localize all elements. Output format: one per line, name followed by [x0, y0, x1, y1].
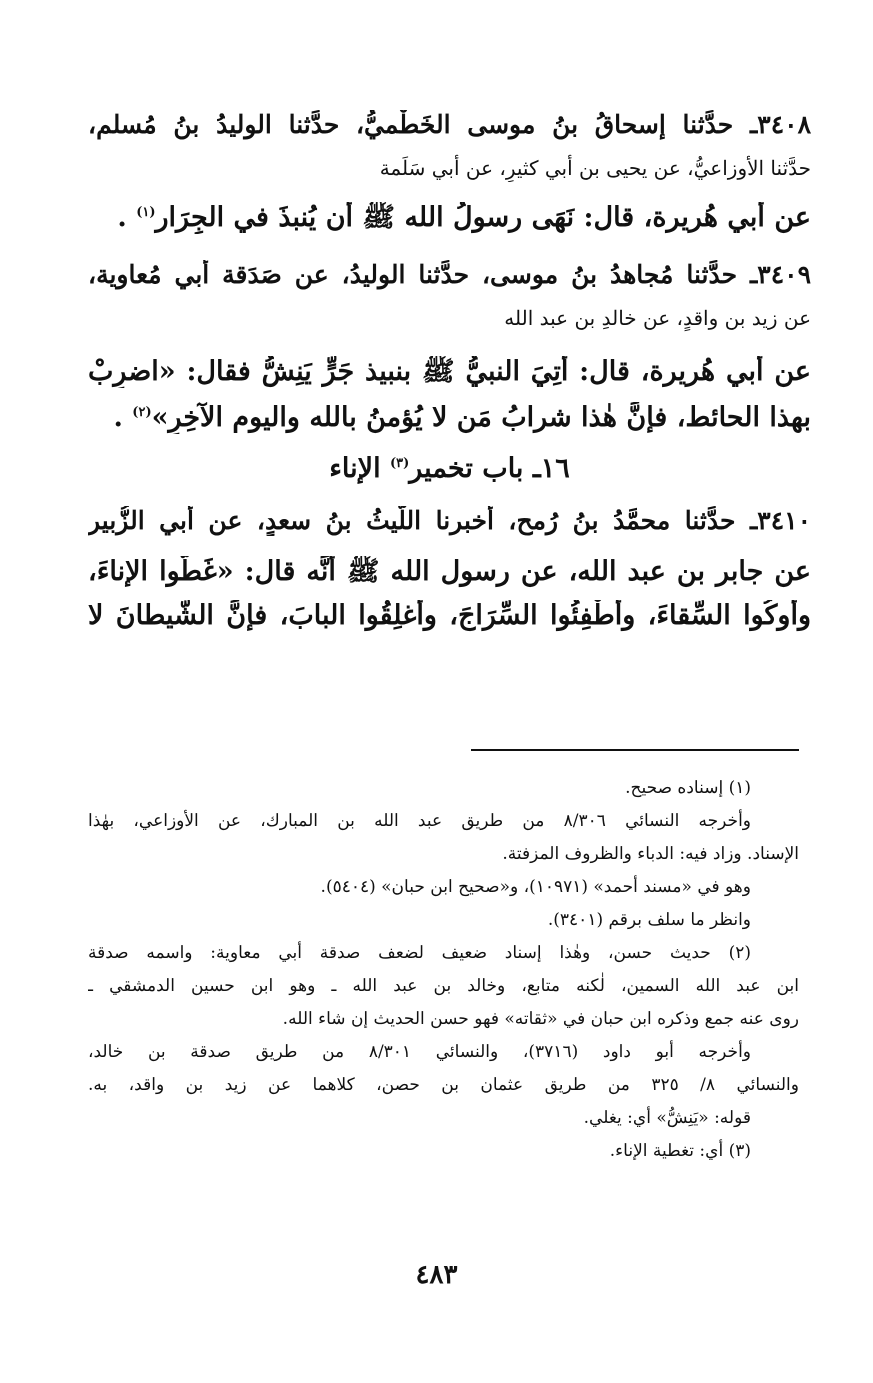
hadith-3410-line-3: وأوكُوا السِّقاءَ، وأطْفِئُوا السِّرَاجَ، وأغلِقُوا البابَ، فإنَّ الشَّيطانَ لا	[88, 600, 811, 631]
footnote-1-line-4: وهو في «مسند أحمد» (١٠٩٧١)، و«صحيح ابن حبان» (٥٤٠٤).	[320, 877, 751, 897]
footnote-2-line-3: روى عنه جمع وذكره ابن حبان في «ثقاته» فهو حسن الحديث إن شاء الله.	[282, 1009, 799, 1029]
hadith-3408-isnad: حدَّثنا الأوزاعيُّ، عن يحيى بن أبي كثيرٍ، عن أبي سَلَمة	[379, 156, 811, 180]
footnote-2-line-5: والنسائي ٨/ ٣٢٥ من طريق عثمان بن حصن، كلاهما عن زيد بن واقد، به.	[88, 1075, 799, 1095]
hadith-3410-line-2: عن جابر بن عبد الله، عن رسول الله ﷺ أنَّه قال: «غَطُّوا الإناءَ،	[88, 556, 811, 587]
footnote-3: (٣) أي: تغطية الإناء.	[609, 1141, 751, 1161]
footnote-1: (١) إسناده صحيح.	[625, 778, 751, 798]
page-number: ٤٨٣	[415, 1260, 458, 1290]
hadith-3409-line-1: ٣٤٠٩ـ حدَّثنا مُجاهدُ بنُ موسى، حدَّثنا الوليدُ، عن صَدَقة أبي مُعاوية،	[88, 260, 811, 289]
hadith-3409-isnad: عن زيد بن واقدٍ، عن خالدِ بن عبد الله	[504, 306, 811, 330]
chapter-heading-text-2: الإناء	[329, 453, 381, 484]
footnote-ref-1: (١)	[136, 205, 156, 220]
hadith-3408-matn: عن أبي هُريرة، قال: نَهَى رسولُ الله ﷺ أن يُنبذَ في الجِرَار$^{(١)}$ .	[117, 202, 811, 233]
footnote-separator	[471, 749, 799, 751]
footnote-2: (٢) حديث حسن، وهٰذا إسناد ضعيف لضعف صدقة أبي معاوية: واسمه صدقة	[88, 943, 751, 963]
hadith-3408-matn-text: عن أبي هُريرة، قال: نَهَى رسولُ الله ﷺ أن يُنبذَ في الجِرَار	[155, 202, 811, 233]
hadith-3408-line-1: ٣٤٠٨ـ حدَّثنا إسحاقُ بنُ موسى الخَطْميُّ، حدَّثنا الوليدُ بنُ مُسلمٍ،	[88, 110, 811, 139]
footnote-ref-3: (٣)	[389, 456, 410, 471]
footnote-ref-2: (٢)	[132, 405, 152, 420]
main-text	[88, 110, 811, 632]
footnote-1-line-5: وانظر ما سلف برقم (٣٤٠١).	[547, 910, 751, 930]
footnote-2-line-2: ابن عبد الله السمين، لٰكنه متابع، وخالد بن عبد الله ـ وهو ابن حسين الدمشقي ـ	[88, 976, 799, 996]
footnote-1-line-2: وأخرجه النسائي ٨/٣٠٦ من طريق عبد الله بن المبارك، عن الأوزاعي، بهٰذا	[88, 811, 752, 831]
footnotes	[88, 772, 799, 1168]
hadith-3409-matn-line-2: بهذا الحائط، فإنَّ هٰذا شرابُ مَن لا يُؤمنُ بالله واليوم الآخِرِ»$^{(٢)}$ .	[113, 402, 811, 433]
hadith-3409-matn-line-1: عن أبي هُريرة، قال: أُتِيَ النبيُّ ﷺ بنبيذ جَرٍّ يَنِشُّ فقال: «اضرِبْ	[88, 356, 811, 387]
footnote-1-line-3: الإسناد. وزاد فيه: الدباء والظروف المزفتة.	[502, 844, 799, 864]
hadith-3410-line-1: ٣٤١٠ـ حدَّثنا محمَّدُ بنُ رُمحٍ، أخبرنا اللَّيثُ بنُ سعدٍ، عن أبي الزُّبير	[88, 506, 811, 535]
hadith-3409-matn-text: بهذا الحائط، فإنَّ هٰذا شرابُ مَن لا يُؤمنُ بالله واليوم الآخِرِ»	[151, 402, 811, 433]
footnote-2-line-4: وأخرجه أبو داود (٣٧١٦)، والنسائي ٨/٣٠١ من طريق صدقة بن خالد،	[88, 1042, 751, 1062]
footnote-2-line-6: قوله: «يَنِشُّ» أي: يغلي.	[583, 1108, 751, 1128]
chapter-heading-text: ١٦ـ باب تخمير	[409, 453, 570, 484]
chapter-heading	[88, 452, 811, 486]
